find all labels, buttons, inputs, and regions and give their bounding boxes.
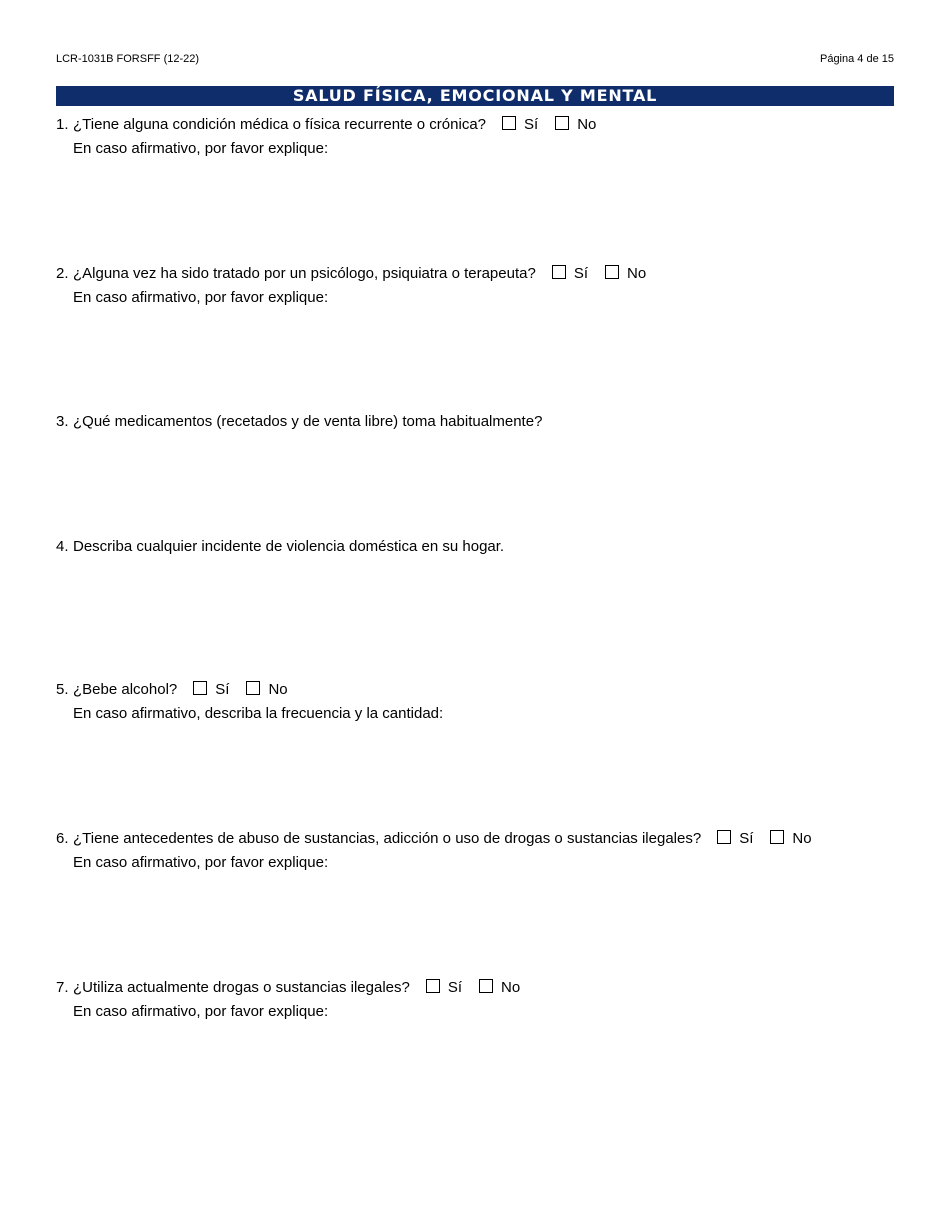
question-text: ¿Tiene antecedentes de abuso de sustancias, adicción o uso de drogas o sustancias ilegales? [73,830,702,847]
form-code: LCR-1031B FORSFF (12-22) [56,53,200,65]
q1-yes-checkbox[interactable] [502,116,516,130]
question-number: 2. [56,265,69,282]
question-number: 3. [56,413,69,430]
yes-label: Sí [573,265,588,282]
question-text: ¿Tiene alguna condición médica o física recurrente o crónica? [73,116,486,133]
q3-answer-area[interactable] [73,434,894,530]
question-text: Describa cualquier incidente de violencia doméstica en su hogar. [73,538,505,555]
question-number: 5. [56,681,69,698]
q5-yes-checkbox[interactable] [193,681,207,695]
q1-answer-area[interactable] [73,161,894,257]
question-6 [56,827,894,971]
question-text: ¿Utiliza actualmente drogas o sustancias ilegales? [73,979,410,996]
question-number: 4. [56,538,69,555]
question-4 [56,535,894,671]
question-3 [56,410,894,530]
question-text: ¿Qué medicamentos (recetados y de venta libre) toma habitualmente? [73,413,543,430]
q6-yes-checkbox[interactable] [717,830,731,844]
followup-prompt: En caso afirmativo, por favor explique: [73,140,329,157]
q5-yes-option[interactable] [193,678,229,702]
q7-yes-checkbox[interactable] [426,979,440,993]
q4-answer-area[interactable] [73,559,894,671]
page-number: Página 4 de 15 [819,53,894,65]
q5-no-checkbox[interactable] [246,681,260,695]
q6-no-option[interactable] [770,827,811,851]
yes-label: Sí [215,681,230,698]
q1-no-checkbox[interactable] [555,116,569,130]
q6-answer-area[interactable] [73,875,894,971]
q1-no-option[interactable] [555,113,596,137]
no-label: No [577,116,597,133]
yes-label: Sí [524,116,539,133]
q2-no-option[interactable] [605,262,646,286]
q7-no-option[interactable] [479,976,520,1000]
followup-prompt: En caso afirmativo, por favor explique: [73,289,329,306]
q6-yes-option[interactable] [717,827,753,851]
q7-no-checkbox[interactable] [479,979,493,993]
no-label: No [268,681,288,698]
q2-answer-area[interactable] [73,310,894,406]
question-text: ¿Bebe alcohol? [73,681,178,698]
q2-yes-option[interactable] [552,262,588,286]
q7-yes-option[interactable] [426,976,462,1000]
section-title: SALUD FÍSICA, EMOCIONAL Y MENTAL [56,86,894,106]
question-2 [56,262,894,406]
yes-label: Sí [739,830,754,847]
q5-answer-area[interactable] [73,726,894,822]
no-label: No [792,830,812,847]
no-label: No [627,265,647,282]
q7-answer-area[interactable] [73,1024,894,1174]
q2-no-checkbox[interactable] [605,265,619,279]
followup-prompt: En caso afirmativo, describa la frecuencia y la cantidad: [73,705,444,722]
question-number: 6. [56,830,69,847]
question-5 [56,678,894,822]
followup-prompt: En caso afirmativo, por favor explique: [73,854,329,871]
followup-prompt: En caso afirmativo, por favor explique: [73,1003,329,1020]
q6-no-checkbox[interactable] [770,830,784,844]
question-text: ¿Alguna vez ha sido tratado por un psicólogo, psiquiatra o terapeuta? [73,265,536,282]
question-number: 7. [56,979,69,996]
question-1 [56,113,894,257]
no-label: No [501,979,521,996]
question-7 [56,976,894,1174]
yes-label: Sí [447,979,463,996]
q5-no-option[interactable] [246,678,287,702]
question-number: 1. [56,116,69,133]
q2-yes-checkbox[interactable] [552,265,566,279]
q1-yes-option[interactable] [502,113,538,137]
